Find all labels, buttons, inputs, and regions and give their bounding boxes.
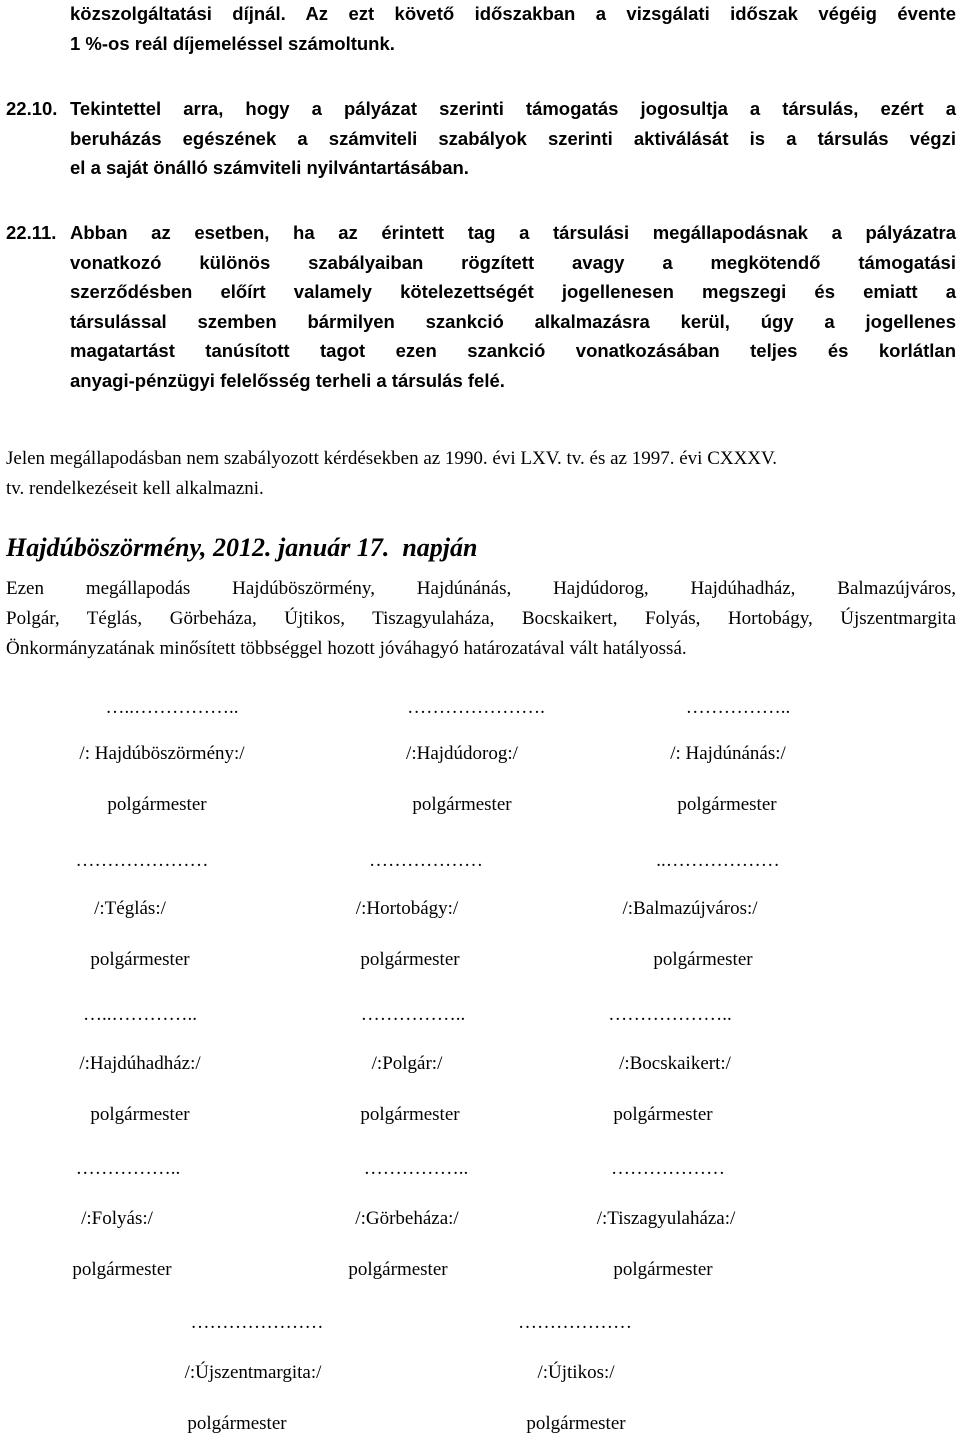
text-line: 1 %-os reál díjemeléssel számoltunk. <box>70 32 395 54</box>
section-number: 22.11. <box>6 222 57 243</box>
text-line: Abban az esetben, ha az érintett tag a társulási megállapodásnak a pályázatra <box>70 222 956 243</box>
signature-dots: ……………… <box>518 1312 632 1333</box>
signature-title: polgármester <box>90 949 190 970</box>
signature-dots: …..…………….. <box>105 697 239 718</box>
signature-name: /:Téglás:/ <box>94 898 166 919</box>
signature-title: polgármester <box>107 794 207 815</box>
text-line: Polgár, Téglás, Görbeháza, Újtikos, Tiszagyulaháza, Bocskaikert, Folyás, Hortobágy, Újszentmargita <box>6 608 956 629</box>
signature-title: polgármester <box>360 1104 460 1125</box>
signature-title: polgármester <box>613 1104 713 1125</box>
signature-dots: ……………….. <box>608 1004 732 1025</box>
place-date-heading: Hajdúböszörmény, 2012. január 17. napján <box>6 533 478 562</box>
signature-dots: ………………… <box>190 1312 324 1333</box>
signature-name: /:Folyás:/ <box>81 1208 153 1229</box>
signature-dots: ………………… <box>75 850 209 871</box>
text-line: vonatkozó különös szabályaiban rögzített avagy a megkötendő támogatási <box>70 251 956 273</box>
signature-name: /: Hajdúnánás:/ <box>670 743 786 764</box>
text-line: el a saját önálló számviteli nyilvántartásában. <box>70 157 469 178</box>
section-22-10 <box>6 94 956 183</box>
signature-dots: …………….. <box>360 1004 466 1025</box>
signature-name: /: Hajdúböszörmény:/ <box>79 743 245 764</box>
signature-name: /:Bocskaikert:/ <box>619 1053 731 1074</box>
section-number: 22.10. <box>6 98 58 119</box>
signature-dots: …………….. <box>685 697 791 718</box>
signature-title: polgármester <box>90 1104 190 1125</box>
text-line: Tekintettel arra, hogy a pályázat szerinti támogatás jogosultja a társulás, ezért a <box>70 98 956 119</box>
signature-title: polgármester <box>187 1413 287 1434</box>
signature-name: /:Hajdúdorog:/ <box>406 743 518 764</box>
signature-title: polgármester <box>360 949 460 970</box>
text-line: közszolgáltatási díjnál. Az ezt követő időszakban a vizsgálati időszak végéig évente <box>70 3 956 24</box>
signature-title: polgármester <box>653 949 753 970</box>
text-line: magatartást tanúsított tagot ezen szankció vonatkozásában teljes és korlátlan <box>70 340 956 361</box>
signature-name: /:Polgár:/ <box>371 1053 443 1074</box>
text-line: Jelen megállapodásban nem szabályozott kérdésekben az 1990. évi LXV. tv. és az 1997. évi CXXXV. <box>6 448 778 469</box>
signature-name: /:Hajdúhadház:/ <box>79 1053 201 1074</box>
signature-dots: …………….. <box>363 1158 469 1179</box>
signature-name: /:Tiszagyulaháza:/ <box>596 1208 736 1229</box>
text-line: Önkormányzatának minősített többséggel hozott jóváhagyó határozatával vált hatályossá. <box>6 638 687 659</box>
intro-paragraph <box>70 0 956 58</box>
approval-paragraph <box>6 574 956 664</box>
signature-dots: ……………… <box>369 850 483 871</box>
signature-dots: ..……………… <box>656 850 780 871</box>
text-line: tv. rendelkezéseit kell alkalmazni. <box>6 478 264 499</box>
text-line: Ezen megállapodás Hajdúböszörmény, Hajdúnánás, Hajdúdorog, Hajdúhadház, Balmazújváros, <box>6 578 956 599</box>
signature-name: /:Balmazújváros:/ <box>622 898 758 919</box>
signature-name: /:Újtikos:/ <box>537 1362 615 1383</box>
signature-dots: …………………. <box>407 697 545 718</box>
signature-dots: …..………….. <box>83 1004 197 1025</box>
text-line: társulással szemben bármilyen szankció alkalmazásra kerül, úgy a jogellenes <box>70 310 956 332</box>
signature-title: polgármester <box>412 794 512 815</box>
text-line: anyagi-pénzügyi felelősség terheli a társulás felé. <box>70 369 505 391</box>
signature-name: /:Újszentmargita:/ <box>184 1362 322 1383</box>
text-line: szerződésben előírt valamely kötelezettségét jogellenesen megszegi és emiatt a <box>70 281 956 302</box>
section-22-11 <box>6 218 956 395</box>
signature-dots: ……………… <box>611 1158 725 1179</box>
signature-title: polgármester <box>613 1259 713 1280</box>
text-line: beruházás egészének a számviteli szabályok szerinti aktiválását is a társulás végzi <box>70 127 956 149</box>
signature-name: /:Hortobágy:/ <box>355 898 459 919</box>
signature-title: polgármester <box>72 1259 172 1280</box>
signature-title: polgármester <box>348 1259 448 1280</box>
signature-title: polgármester <box>526 1413 626 1434</box>
signature-name: /:Görbeháza:/ <box>355 1208 459 1229</box>
signature-title: polgármester <box>677 794 777 815</box>
signature-dots: …………….. <box>75 1158 181 1179</box>
closing-paragraph <box>6 444 956 504</box>
